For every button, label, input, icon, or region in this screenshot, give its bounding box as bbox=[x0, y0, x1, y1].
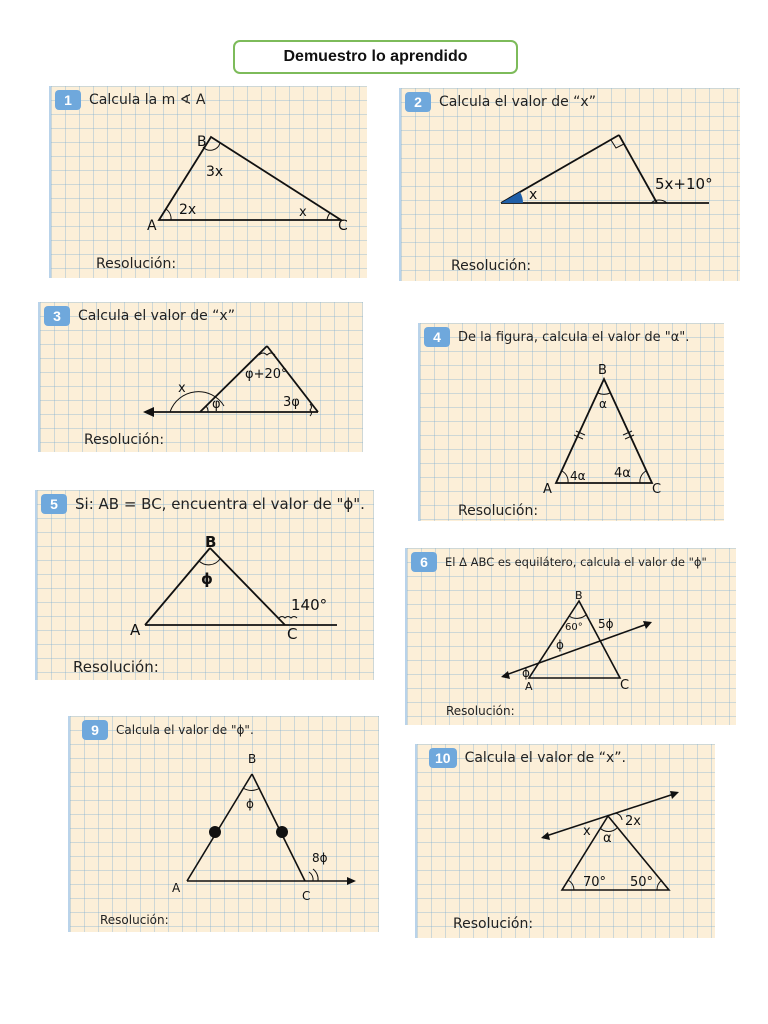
angle-label: 5ϕ bbox=[598, 617, 614, 631]
problem-number-badge: 9 bbox=[82, 720, 108, 740]
angle-label: 4α bbox=[570, 469, 586, 483]
vertex-label-b: B bbox=[197, 134, 207, 150]
angle-label: 3x bbox=[206, 164, 224, 180]
problem-9-card bbox=[68, 716, 379, 932]
resolution-label: Resolución: bbox=[96, 256, 177, 272]
angle-label: φ+20° bbox=[245, 367, 288, 382]
vertex-label-a: A bbox=[172, 881, 181, 895]
angle-label: ϕ bbox=[556, 638, 564, 652]
triangle-diagram bbox=[407, 548, 736, 725]
resolution-label: Resolución: bbox=[100, 913, 169, 927]
exterior-angle-label: 5x+10° bbox=[655, 175, 713, 193]
vertex-label-a: A bbox=[147, 218, 157, 234]
problem-number-badge: 10 bbox=[429, 748, 457, 768]
vertex-label-c: C bbox=[620, 678, 630, 693]
triangle-diagram bbox=[417, 744, 715, 938]
vertex-label-b: B bbox=[575, 589, 583, 602]
problem-number-badge: 3 bbox=[44, 306, 70, 326]
resolution-label: Resolución: bbox=[446, 704, 515, 718]
problem-10-card bbox=[415, 744, 715, 938]
problem-number-badge: 5 bbox=[41, 494, 67, 514]
angle-label: 2x bbox=[625, 814, 641, 829]
problem-question: El Δ ABC es equilátero, calcula el valor de "ϕ" bbox=[445, 555, 707, 569]
vertex-label-b: B bbox=[248, 752, 257, 766]
problem-1-card bbox=[49, 86, 367, 278]
angle-label: 60° bbox=[565, 622, 583, 633]
problem-question: Calcula la m ∢ A bbox=[89, 92, 206, 108]
problem-3-card bbox=[38, 302, 363, 452]
angle-label: α bbox=[599, 397, 607, 411]
angle-label: 2x bbox=[179, 202, 197, 218]
vertex-label-b: B bbox=[205, 533, 217, 551]
resolution-label: Resolución: bbox=[84, 432, 165, 448]
problem-number-badge: 2 bbox=[405, 92, 431, 112]
angle-label: ϕ bbox=[522, 666, 530, 680]
vertex-label-c: C bbox=[338, 218, 348, 234]
angle-label: φ bbox=[212, 397, 221, 412]
problem-number-badge: 4 bbox=[424, 327, 450, 347]
angle-label: x bbox=[529, 187, 538, 203]
angle-label: ϕ bbox=[201, 570, 213, 588]
vertex-label-c: C bbox=[302, 889, 311, 903]
angle-label: 3φ bbox=[283, 395, 300, 410]
resolution-label: Resolución: bbox=[73, 658, 159, 676]
exterior-angle-label: 140° bbox=[291, 596, 328, 614]
angle-label: x bbox=[299, 205, 307, 220]
problem-question: Calcula el valor de "ϕ". bbox=[116, 723, 254, 737]
angle-label: x bbox=[583, 824, 591, 839]
triangle-diagram bbox=[51, 86, 367, 278]
page-title: Demuestro lo aprendido bbox=[233, 40, 518, 74]
vertex-label-c: C bbox=[287, 625, 298, 643]
angle-label: 4α bbox=[614, 466, 631, 481]
problem-question: Calcula el valor de “x” bbox=[439, 94, 596, 110]
vertex-label-a: A bbox=[543, 482, 552, 497]
problem-6-card bbox=[405, 548, 736, 725]
problem-question: Calcula el valor de “x”. bbox=[464, 750, 626, 766]
vertex-label-a: A bbox=[130, 621, 141, 639]
problem-5-card bbox=[35, 490, 374, 680]
triangle-diagram bbox=[420, 323, 724, 521]
exterior-angle-label: 8ϕ bbox=[312, 851, 328, 865]
angle-label: 70° bbox=[583, 875, 607, 890]
vertex-label-c: C bbox=[652, 482, 662, 497]
angle-label: ϕ bbox=[246, 797, 254, 811]
angle-label: α bbox=[603, 831, 612, 846]
vertex-label-b: B bbox=[598, 363, 607, 378]
angle-label: 50° bbox=[630, 875, 654, 890]
resolution-label: Resolución: bbox=[458, 503, 539, 519]
problem-question: Si: AB = BC, encuentra el valor de "ϕ". bbox=[75, 495, 365, 513]
problem-number-badge: 1 bbox=[55, 90, 81, 110]
problem-number-badge: 6 bbox=[411, 552, 437, 572]
triangle-diagram bbox=[401, 88, 740, 281]
vertex-label-a: A bbox=[525, 680, 533, 693]
triangle-diagram bbox=[70, 716, 379, 932]
problem-2-card bbox=[399, 88, 740, 281]
triangle-diagram bbox=[37, 490, 374, 680]
angle-label: x bbox=[178, 381, 186, 396]
triangle-diagram bbox=[40, 302, 363, 452]
problem-question: Calcula el valor de “x” bbox=[78, 308, 235, 324]
resolution-label: Resolución: bbox=[451, 258, 532, 274]
resolution-label: Resolución: bbox=[453, 916, 534, 932]
problem-4-card bbox=[418, 323, 724, 521]
problem-question: De la figura, calcula el valor de "α". bbox=[458, 329, 690, 345]
